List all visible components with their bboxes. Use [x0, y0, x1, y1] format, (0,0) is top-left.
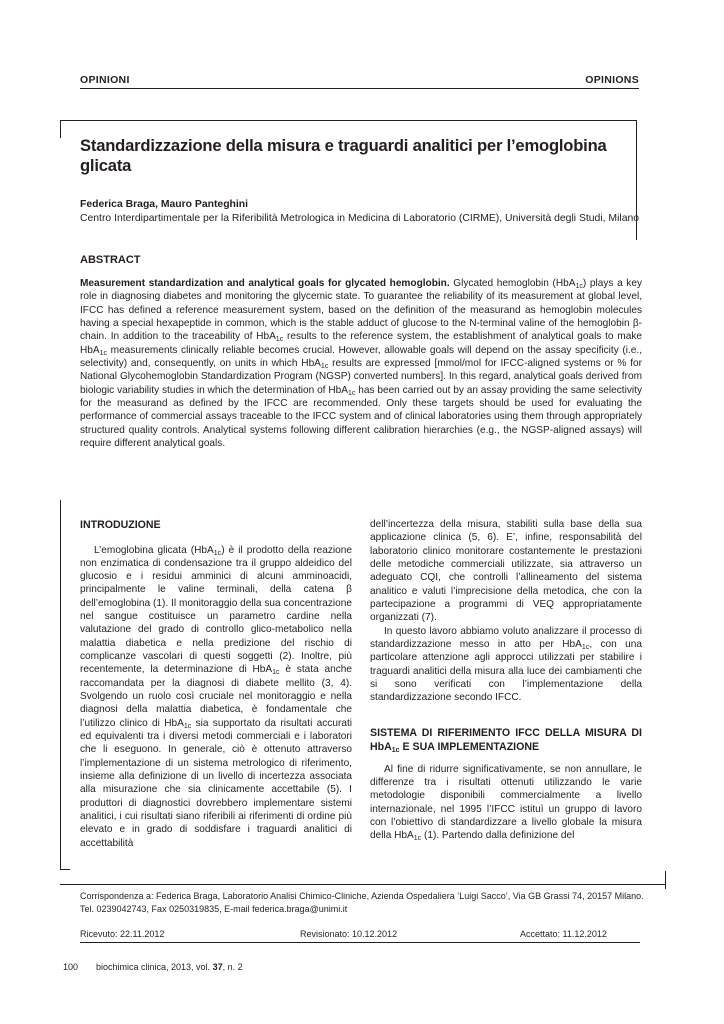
left-column-rule: [60, 500, 61, 870]
abstract-text: [80, 277, 642, 450]
authors: Federica Braga, Mauro Panteghini: [80, 199, 249, 210]
running-header-left: OPINIONI: [80, 74, 130, 86]
abstract-part: has been carried out by an assay providing the same selectivity for the measurand as defined by the IFCC are recommended. Only these targets should be used for evaluating the performance of commercial assays traceable to the IFCC system and of clinical laboratories using them through appropriately structured quality controls. Analytical systems following different calibration hierarchies (e.g., the NGSP-aligned assays) will require different analytical goals.: [80, 384, 642, 449]
journal-citation: [96, 962, 243, 972]
text-part: (1). Partendo dalla definizione del: [421, 830, 575, 842]
paragraph-continued: dell’incertezza della misura, stabiliti sulla base della sua applicazione clinica (5, 6). E’, infine, responsabilità del laboratorio clinico monitorare costantemente le prestazioni delle metodiche commerciali utilizzate, sia attraverso un adeguato CQI, che controlli l’allineamento del sistema analitico e valuti l’imprecisione della metodica, che con la partecipazione a programmi di VEQ appropriatamente organizzati (7).: [370, 519, 642, 624]
right-column: [370, 518, 642, 843]
intro-part: ) è il prodotto della reazione non enzimatica di condensazione tra il gruppo aldeidico del glucosio e i residui amminici di alcuni amminoacidi, principalmente le valine terminali, della catena β dell’emoglobina (1). Il monitoraggio della sua concentrazione nel sangue costituisce un parametro cardine nella valutazione del grado di controllo glico-metabolico nella malattia diabetica e nella predizione del rischio di complicanze vascolari di questi soggetti (2). Inoltre, più recentemente, la determinazione di HbA: [80, 544, 352, 676]
intro-column: [80, 518, 352, 850]
journal-volume: 37: [212, 962, 223, 972]
subscript: 1c: [320, 362, 329, 370]
abstract-lead: Measurement standardization and analytical goals for glycated hemoglobin.: [80, 278, 450, 289]
subscript: 1c: [413, 835, 422, 843]
abstract-part: ) plays a key role in diagnosing diabetes and monitoring the glycemic state. To guarantee the reliability of its measurement at global level, IFCC has defined a reference measurement system, based on the definition of the measurand as hemoglobin molecules having a special hexapeptide in common, which is the stable adduct of glucose to the N-terminal valine of the hemoglobin β-chain. In addition to the traceability of HbA: [80, 278, 642, 343]
abstract-part: results are expressed [mmol/mol for IFCC-aligned systems or % for National Glycohemoglobin Standardization Program (NGSP) converted numbers]. In this regard, analytical goals derived from biologic variability studies in which the determination of HbA: [80, 357, 642, 396]
text-part: Al fine di ridurre significativamente, se non annullare, le differenze tra i risultati ottenuti utilizzando le varie metodologie disponibili commercialmente a livello internazionale, nel 1995 l’IFCC istituì un gruppo di lavoro con l’obiettivo di standardizzare a livello globale la misura della HbA: [370, 763, 642, 842]
date-accepted: Accettato: 11.12.2012: [520, 929, 607, 939]
intro-heading: INTRODUZIONE: [80, 519, 161, 531]
text-part: In questo lavoro abbiamo voluto analizzare il processo di standardizzazione messo in atto per HbA: [370, 625, 642, 650]
title-left-tick: [60, 120, 61, 138]
subscript: 1c: [272, 669, 280, 677]
intro-part: è stata anche raccomandata per la diagnosi di diabete mellito (3, 4). Svolgendo un ruolo così cruciale nel monitoraggio e nella diagnosi della malattia diabetica, è fondamentale che l’utilizzo clinico di HbA: [80, 664, 353, 729]
title-top-rule: [60, 120, 636, 121]
page-number: 100: [63, 962, 79, 972]
paragraph-ifcc: [370, 763, 642, 843]
correspondence-rule: [60, 884, 665, 885]
subscript: 1c: [99, 349, 108, 357]
abstract-part: measurements clinically reliable becomes crucial. However, allowable goals will depend on the assay specificity (i.e., selectivity) and, consequently, on units in which HbA: [80, 344, 642, 369]
heading-part: E SUA IMPLEMENTAZIONE: [399, 741, 540, 754]
date-revised: Revisionato: 10.12.2012: [300, 929, 398, 939]
subscript: 1c: [581, 643, 590, 651]
article-title: Standardizzazione della misura e traguardi analitici per l’emoglobina glicata: [80, 136, 607, 175]
left-column-foot-tick: [60, 869, 70, 870]
right-frame-rule: [665, 871, 666, 889]
heading-part: SISTEMA DI RIFERIMENTO IFCC DELLA MISURA DI HbA: [370, 726, 642, 754]
intro-part: L’emoglobina glicata (HbA: [94, 544, 214, 556]
text-part: , con una particolare attenzione agli approcci utilizzati per stabilire i traguardi analitici della misura alla luce dei cambiamenti che si sono verificati con l’implementazione della standardizzazione secondo IFCC.: [370, 638, 643, 704]
subscript: 1c: [213, 549, 222, 557]
journal-text: biochimica clinica, 2013, vol.: [96, 962, 213, 972]
abstract-heading: ABSTRACT: [80, 254, 141, 266]
running-header-right: OPINIONS: [585, 74, 639, 86]
section-heading-ifcc: [370, 726, 642, 755]
header-rule: [80, 88, 639, 89]
subscript: 1c: [183, 722, 192, 730]
intro-paragraph: [80, 544, 352, 851]
correspondence: Corrispondenza a: Federica Braga, Laboratorio Analisi Chimico-Cliniche, Azienda Ospedaliera ‘Luigi Sacco’, Via GB Grassi 74, 20157 Milano. Tel. 0239042743, Fax 0250319835, E-mail federica.braga@unimi.it: [80, 891, 644, 914]
paragraph-aim: [370, 625, 642, 705]
affiliation: Centro Interdipartimentale per la Riferibilità Metrologica in Medicina di Laboratorio (CIRME), Università degli Studi, Milano: [80, 213, 640, 224]
subscript: 1c: [275, 336, 284, 344]
subscript: 1c: [347, 389, 356, 397]
abstract-part: Glycated hemoglobin (HbA: [449, 278, 576, 289]
abstract-part: results to the reference system, the establishment of analytical goals to make HbA: [80, 331, 642, 356]
subscript: 1c: [575, 283, 583, 290]
intro-part: sia supportato da risultati accurati ed equivalenti tra i diversi metodi commerciali e i laboratori che li eseguono. In generale, ciò è ottenuto attraverso l’implementazione di un sistema metrologico di riferimento, insieme alla definizione di un livello di incertezza associata alla misurazione che sia clinicamente accettabile (5). I produttori di diagnostici dovrebbero implementare sistemi analitici, i cui risultati siano riferibili ai riferimenti di ordine più elevato e in grado di soddisfare i traguardi analitici di accettabilità: [80, 717, 352, 849]
dates-rule: [80, 942, 640, 943]
date-received: Ricevuto: 22.11.2012: [80, 929, 165, 939]
journal-text: , n. 2: [222, 962, 243, 972]
subscript: 1c: [391, 747, 400, 755]
